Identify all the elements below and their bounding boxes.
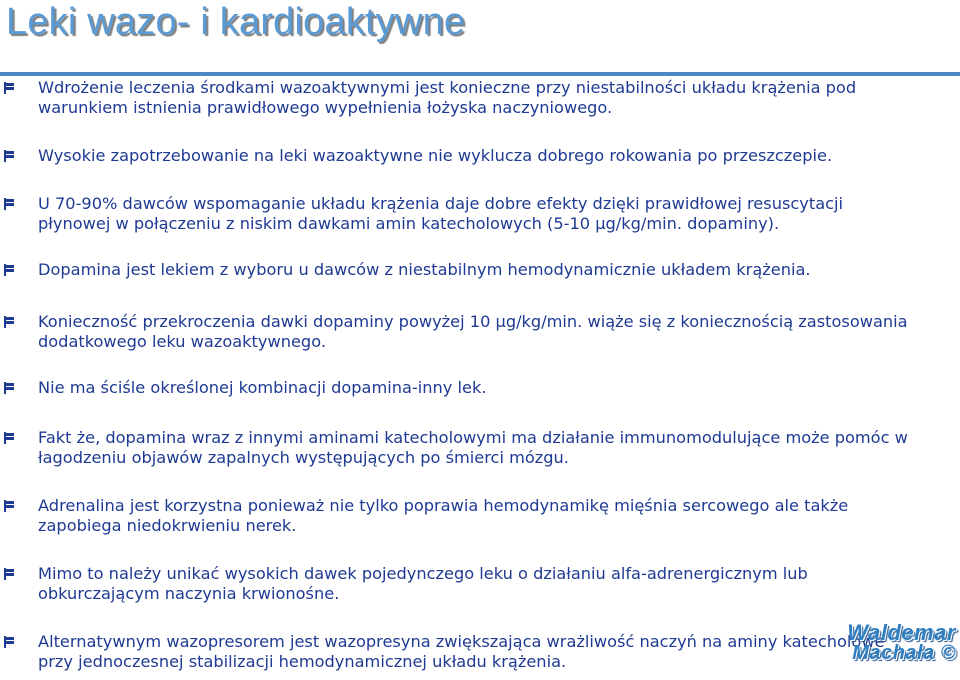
logo-surname-line: Machała © bbox=[852, 642, 956, 664]
bullet-text: Konieczność przekroczenia dawki dopaminy powyżej 10 µg/kg/min. wiąże się z koniecznością zastosowania dodatkowego leku wazoaktywnego. bbox=[38, 312, 908, 351]
bullet-marker-icon bbox=[4, 568, 14, 580]
bullet-text: Alternatywnym wazopresorem jest wazopresyna zwiększająca wrażliwość naczyń na aminy katecholowe przy jednoczesnej stabilizacji hemodynamicznej układu krążenia. bbox=[38, 632, 885, 671]
bullet-text: Mimo to należy unikać wysokich dawek pojedynczego leku o działaniu alfa-adrenergicznym lub obkurczającym naczynia krwionośne. bbox=[38, 564, 808, 603]
logo-name-line: Waldemar bbox=[847, 620, 956, 645]
bullet-marker-icon bbox=[4, 432, 14, 444]
bullet-marker-icon bbox=[4, 150, 14, 162]
bullet-marker-icon bbox=[4, 264, 14, 276]
bullet-marker-icon bbox=[4, 500, 14, 512]
bullet-text: Wdrożenie leczenia środkami wazoaktywnymi jest konieczne przy niestabilności układu krążenia pod warunkiem istnienia prawidłowego wypełnienia łożyska naczyniowego. bbox=[38, 78, 857, 117]
bullet-marker-icon bbox=[4, 316, 14, 328]
bullet-marker-icon bbox=[4, 382, 14, 394]
bullet-marker-icon bbox=[4, 198, 14, 210]
title-divider bbox=[0, 72, 960, 76]
bullet-text: Adrenalina jest korzystna ponieważ nie tylko poprawia hemodynamikę mięśnia sercowego ale także zapobiega niedokrwieniu nerek. bbox=[38, 496, 849, 535]
bullet-text: Fakt że, dopamina wraz z innymi aminami katecholowymi ma działanie immunomodulujące może pomóc w łagodzeniu objawów zapalnych występujących po śmierci mózgu. bbox=[38, 428, 908, 467]
bullet-text: Wysokie zapotrzebowanie na leki wazoaktywne nie wyklucza dobrego rokowania po przeszczepie. bbox=[38, 146, 833, 165]
slide-title: Leki wazo- i kardioaktywne bbox=[6, 1, 466, 43]
author-logo bbox=[796, 620, 956, 672]
bullet-text: Nie ma ściśle określonej kombinacji dopamina-inny lek. bbox=[38, 378, 487, 397]
bullet-marker-icon bbox=[4, 636, 14, 648]
bullet-marker-icon bbox=[4, 82, 14, 94]
bullet-text: Dopamina jest lekiem z wyboru u dawców z niestabilnym hemodynamicznie układem krążenia. bbox=[38, 260, 811, 279]
bullet-text: U 70-90% dawców wspomaganie układu krążenia daje dobre efekty dzięki prawidłowej resuscytacji płynowej w połączeniu z niskim dawkami amin katecholowych (5-10 µg/kg/min. dopaminy). bbox=[38, 194, 844, 233]
